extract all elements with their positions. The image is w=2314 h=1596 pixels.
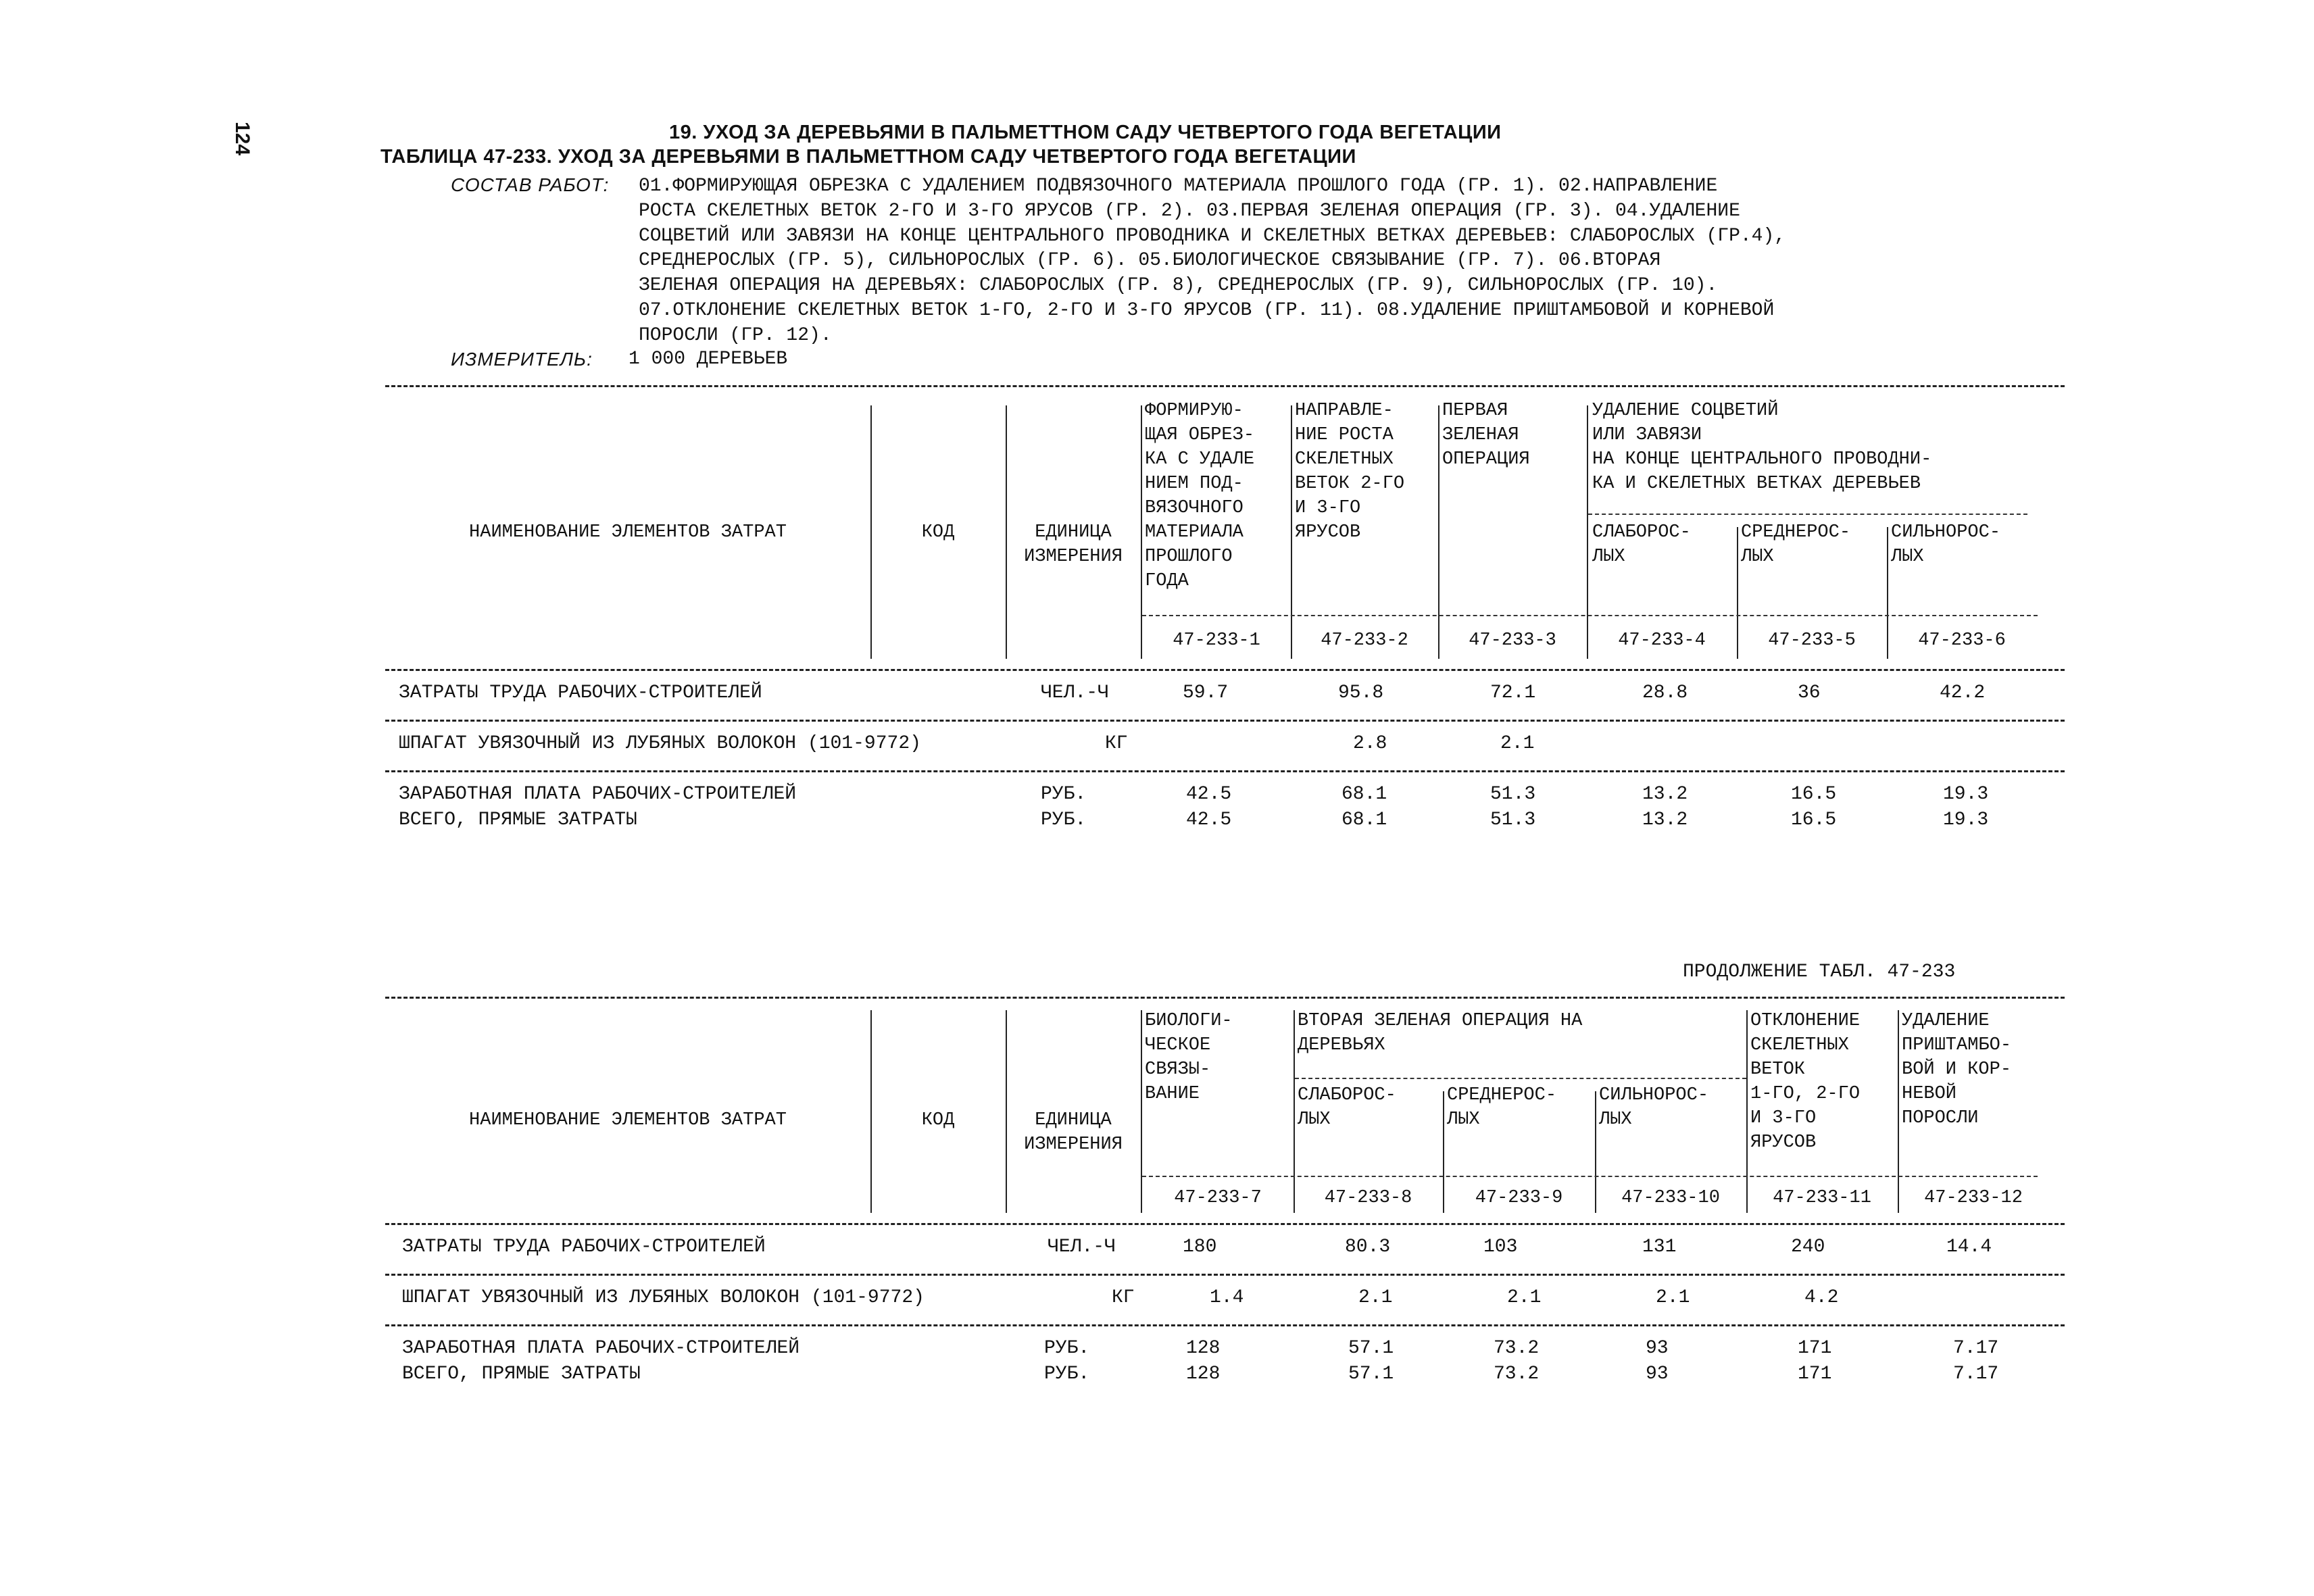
header-line: ЛЫХ <box>1599 1109 1632 1130</box>
header-line: ВОЙ И КОР- <box>1902 1059 2012 1080</box>
code-cell: 47-233-10 <box>1621 1188 1720 1208</box>
composition-line: 01.ФОРМИРУЮЩАЯ ОБРЕЗКА С УДАЛЕНИЕМ ПОДВЯЗОЧНОГО МАТЕРИАЛА ПРОШЛОГО ГОДА (ГР. 1). 02.НАПРАВЛЕНИЕ <box>639 176 1718 197</box>
header-sub-weak <box>1592 520 1691 569</box>
table-row <box>385 733 2065 760</box>
table-row <box>385 682 2065 709</box>
row-value: 16.5 <box>1791 784 1837 805</box>
header-line: ВАНИЕ <box>1145 1084 1200 1104</box>
header-line: ОТКЛОНЕНИЕ <box>1750 1011 1861 1031</box>
col-divider <box>1746 1010 1748 1213</box>
header-line: ВЕТОК 2-ГО <box>1295 474 1405 494</box>
header-line: НИЕМ ПОД- <box>1145 474 1244 494</box>
header-line: ЗЕЛЕНАЯ <box>1442 425 1519 445</box>
row-value: 1.4 <box>1210 1287 1244 1308</box>
row-unit: РУБ. <box>1044 1338 1090 1359</box>
row-value: 51.3 <box>1490 784 1536 805</box>
row-value: 131 <box>1642 1237 1677 1257</box>
header-line: СКЕЛЕТНЫХ <box>1295 449 1394 470</box>
code-cell: 47-233-9 <box>1475 1188 1563 1208</box>
header-unit-line: ЕДИНИЦА <box>1035 1110 1112 1130</box>
header-line: ВЯЗОЧНОГО <box>1145 498 1244 518</box>
row-value: 73.2 <box>1494 1364 1540 1385</box>
header-line: ЛЫХ <box>1592 547 1625 567</box>
header-col-1 <box>1145 399 1254 593</box>
header-sub-weak <box>1298 1083 1396 1132</box>
row-unit: ЧЕЛ.-Ч <box>1041 682 1109 703</box>
col-divider <box>1291 405 1292 659</box>
page-number: 124 <box>231 122 253 156</box>
col-divider <box>1438 405 1439 659</box>
col-divider <box>1141 405 1142 659</box>
header-line: ПРИШТАМБО- <box>1902 1035 2012 1055</box>
header-unit-line: ИЗМЕРЕНИЯ <box>1024 1134 1123 1155</box>
header-line: ИЛИ ЗАВЯЗИ <box>1592 425 1702 445</box>
header-group-second-green <box>1298 1009 1582 1057</box>
code-cell: 47-233-3 <box>1469 630 1556 651</box>
header-code: КОД <box>921 522 955 543</box>
composition-line: ПОРОСЛИ (ГР. 12). <box>639 324 832 346</box>
col-divider <box>1898 1010 1899 1213</box>
row-value: 19.3 <box>1943 809 1989 830</box>
rule <box>385 997 2065 999</box>
header-line: ЩАЯ ОБРЕЗ- <box>1145 425 1255 445</box>
row-value: 2.8 <box>1353 733 1387 754</box>
table-row <box>385 1237 2065 1264</box>
rule <box>385 385 2065 387</box>
header-line: УДАЛЕНИЕ <box>1902 1011 1990 1031</box>
header-line: И 3-ГО <box>1750 1108 1817 1128</box>
header-unit-line: ЕДИНИЦА <box>1035 522 1112 543</box>
header-col-7 <box>1145 1009 1233 1106</box>
row-value: 68.1 <box>1341 809 1387 830</box>
header-line: ЯРУСОВ <box>1750 1132 1817 1153</box>
rule <box>385 1274 2065 1276</box>
row-value: 80.3 <box>1345 1237 1391 1257</box>
row-unit: РУБ. <box>1044 1364 1090 1385</box>
row-name: ВСЕГО, ПРЯМЫЕ ЗАТРАТЫ <box>399 809 637 830</box>
header-group-removal <box>1592 399 1931 496</box>
row-unit: КГ <box>1105 733 1128 754</box>
row-value: 42.5 <box>1186 809 1232 830</box>
header-line: ВТОРАЯ ЗЕЛЕНАЯ ОПЕРАЦИЯ НА <box>1298 1011 1583 1031</box>
header-line: И 3-ГО <box>1295 498 1361 518</box>
row-unit: КГ <box>1112 1287 1135 1308</box>
code-cell: 47-233-1 <box>1173 630 1260 651</box>
row-value: 73.2 <box>1494 1338 1540 1359</box>
rule <box>385 1324 2065 1326</box>
col-divider <box>1294 1010 1295 1213</box>
row-value: 7.17 <box>1953 1364 1999 1385</box>
header-line: ГОДА <box>1145 571 1189 591</box>
header-line: ЛЫХ <box>1447 1109 1480 1130</box>
header-sub-strong <box>1599 1083 1708 1132</box>
section-title: 19. УХОД ЗА ДЕРЕВЬЯМИ В ПАЛЬМЕТТНОМ САДУ ЧЕТВЕРТОГО ГОДА ВЕГЕТАЦИИ <box>669 122 1502 143</box>
composition-line: ЗЕЛЕНАЯ ОПЕРАЦИЯ НА ДЕРЕВЬЯХ: СЛАБОРОСЛЫХ (ГР. 8), СРЕДНЕРОСЛЫХ (ГР. 9), СИЛЬНОРОСЛЫХ (ГР. 10). <box>639 275 1718 297</box>
row-value: 72.1 <box>1490 682 1536 703</box>
row-value: 51.3 <box>1490 809 1536 830</box>
composition-line: РОСТА СКЕЛЕТНЫХ ВЕТОК 2-ГО И 3-ГО ЯРУСОВ (ГР. 2). 03.ПЕРВАЯ ЗЕЛЕНАЯ ОПЕРАЦИЯ (ГР. 3). 04.УДАЛЕНИЕ <box>639 200 1740 222</box>
table-row <box>385 784 2065 811</box>
row-value: 2.1 <box>1500 733 1535 754</box>
table-row <box>385 1287 2065 1314</box>
row-value: 171 <box>1798 1338 1832 1359</box>
header-line: ОПЕРАЦИЯ <box>1442 449 1530 470</box>
header-line: ФОРМИРУЮ- <box>1145 401 1244 421</box>
header-sub-medium <box>1741 520 1850 569</box>
row-value: 93 <box>1646 1364 1669 1385</box>
header-line: СРЕДНЕРОС- <box>1741 522 1851 543</box>
row-value: 2.1 <box>1656 1287 1690 1308</box>
header-line: НА КОНЦЕ ЦЕНТРАЛЬНОГО ПРОВОДНИ- <box>1592 449 1932 470</box>
header-line: 1-ГО, 2-ГО <box>1750 1084 1861 1104</box>
header-line: НЕВОЙ <box>1902 1084 1957 1104</box>
row-value: 19.3 <box>1943 784 1989 805</box>
row-value: 57.1 <box>1348 1338 1394 1359</box>
header-line: БИОЛОГИ- <box>1145 1011 1233 1031</box>
table-title: ТАБЛИЦА 47-233. УХОД ЗА ДЕРЕВЬЯМИ В ПАЛЬМЕТТНОМ САДУ ЧЕТВЕРТОГО ГОДА ВЕГЕТАЦИИ <box>380 146 1356 168</box>
header-line: ЛЫХ <box>1741 547 1774 567</box>
header-line: КА С УДАЛЕ <box>1145 449 1255 470</box>
header-unit <box>1006 1108 1141 1157</box>
table-row <box>385 1364 2065 1391</box>
header-line: СЛАБОРОС- <box>1592 522 1691 543</box>
header-sub-medium <box>1447 1083 1556 1132</box>
rule <box>385 720 2065 722</box>
measure-label: ИЗМЕРИТЕЛЬ: <box>451 349 593 370</box>
row-name: ШПАГАТ УВЯЗОЧНЫЙ ИЗ ЛУБЯНЫХ ВОЛОКОН (101-9772) <box>402 1287 925 1308</box>
row-name: ВСЕГО, ПРЯМЫЕ ЗАТРАТЫ <box>402 1364 641 1385</box>
row-value: 16.5 <box>1791 809 1837 830</box>
col-divider <box>1141 1010 1142 1213</box>
header-code: КОД <box>921 1110 955 1130</box>
row-value: 171 <box>1798 1364 1832 1385</box>
row-value: 28.8 <box>1642 682 1688 703</box>
continuation-note: ПРОДОЛЖЕНИЕ ТАБЛ. 47-233 <box>1683 962 1956 982</box>
header-line: ПРОШЛОГО <box>1145 547 1233 567</box>
header-line: ВЕТОК <box>1750 1059 1806 1080</box>
rule <box>385 770 2065 772</box>
code-cell: 47-233-11 <box>1773 1188 1871 1208</box>
row-name: ШПАГАТ УВЯЗОЧНЫЙ ИЗ ЛУБЯНЫХ ВОЛОКОН (101-9772) <box>399 733 921 754</box>
header-line: СКЕЛЕТНЫХ <box>1750 1035 1849 1055</box>
code-cell: 47-233-7 <box>1174 1188 1262 1208</box>
group-rule <box>1588 514 2027 515</box>
header-line: МАТЕРИАЛА <box>1145 522 1244 543</box>
row-value: 4.2 <box>1804 1287 1839 1308</box>
row-value: 128 <box>1186 1338 1221 1359</box>
row-value: 128 <box>1186 1364 1221 1385</box>
header-line: КА И СКЕЛЕТНЫХ ВЕТКАХ ДЕРЕВЬЕВ <box>1592 474 1921 494</box>
code-cell: 47-233-6 <box>1918 630 2006 651</box>
row-value: 240 <box>1791 1237 1825 1257</box>
header-line: УДАЛЕНИЕ СОЦВЕТИЙ <box>1592 401 1779 421</box>
header-line: ПОРОСЛИ <box>1902 1108 1979 1128</box>
row-value: 59.7 <box>1183 682 1229 703</box>
header-line: СВЯЗЫ- <box>1145 1059 1211 1080</box>
row-value: 42.5 <box>1186 784 1232 805</box>
code-cell: 47-233-8 <box>1324 1188 1412 1208</box>
row-value: 2.1 <box>1507 1287 1542 1308</box>
header-unit-line: ИЗМЕРЕНИЯ <box>1024 547 1123 567</box>
header-col-12 <box>1902 1009 2011 1130</box>
header-name: НАИМЕНОВАНИЕ ЭЛЕМЕНТОВ ЗАТРАТ <box>469 522 787 543</box>
header-col-3 <box>1442 399 1530 472</box>
row-unit: РУБ. <box>1041 809 1087 830</box>
row-value: 180 <box>1183 1237 1217 1257</box>
table-row <box>385 1338 2065 1365</box>
row-name: ЗАРАБОТНАЯ ПЛАТА РАБОЧИХ-СТРОИТЕЛЕЙ <box>399 784 797 805</box>
row-value: 13.2 <box>1642 784 1688 805</box>
header-name: НАИМЕНОВАНИЕ ЭЛЕМЕНТОВ ЗАТРАТ <box>469 1110 787 1130</box>
header-line: ПЕРВАЯ <box>1442 401 1508 421</box>
header-line: СИЛЬНОРОС- <box>1599 1085 1709 1105</box>
row-unit: РУБ. <box>1041 784 1087 805</box>
row-value: 103 <box>1483 1237 1518 1257</box>
row-value: 14.4 <box>1946 1237 1992 1257</box>
row-name: ЗАТРАТЫ ТРУДА РАБОЧИХ-СТРОИТЕЛЕЙ <box>399 682 762 703</box>
header-line: СИЛЬНОРОС- <box>1891 522 2001 543</box>
row-value: 7.17 <box>1953 1338 1999 1359</box>
header-line: ЧЕСКОЕ <box>1145 1035 1211 1055</box>
group-rule <box>1295 1078 1746 1079</box>
header-unit <box>1006 520 1141 569</box>
header-col-2 <box>1295 399 1404 545</box>
measure-value: 1 000 ДЕРЕВЬЕВ <box>629 349 788 370</box>
code-cell: 47-233-12 <box>1924 1188 2023 1208</box>
header-line: ЛЫХ <box>1891 547 1924 567</box>
code-rule <box>1142 1176 2038 1177</box>
row-value: 2.1 <box>1358 1287 1393 1308</box>
row-value: 68.1 <box>1341 784 1387 805</box>
header-line: СРЕДНЕРОС- <box>1447 1085 1557 1105</box>
header-line: СЛАБОРОС- <box>1298 1085 1396 1105</box>
code-rule <box>1142 615 2038 616</box>
composition-label: СОСТАВ РАБОТ: <box>451 174 610 195</box>
header-line: НИЕ РОСТА <box>1295 425 1394 445</box>
composition-text <box>639 174 2024 349</box>
composition-line: СРЕДНЕРОСЛЫХ (ГР. 5), СИЛЬНОРОСЛЫХ (ГР. 6). 05.БИОЛОГИЧЕСКОЕ СВЯЗЫВАНИЕ (ГР. 7). 06.ВТОРАЯ <box>639 250 1661 272</box>
row-value: 42.2 <box>1940 682 1986 703</box>
row-value: 57.1 <box>1348 1364 1394 1385</box>
rule <box>385 669 2065 671</box>
row-unit: ЧЕЛ.-Ч <box>1048 1237 1116 1257</box>
row-value: 13.2 <box>1642 809 1688 830</box>
composition-line: СОЦВЕТИЙ ИЛИ ЗАВЯЗИ НА КОНЦЕ ЦЕНТРАЛЬНОГО ПРОВОДНИКА И СКЕЛЕТНЫХ ВЕТКАХ ДЕРЕВЬЕВ: СЛАБОРОСЛЫХ (ГР.4), <box>639 225 1786 247</box>
header-line: ДЕРЕВЬЯХ <box>1298 1035 1385 1055</box>
row-name: ЗАРАБОТНАЯ ПЛАТА РАБОЧИХ-СТРОИТЕЛЕЙ <box>402 1338 800 1359</box>
code-cell: 47-233-4 <box>1618 630 1706 651</box>
row-name: ЗАТРАТЫ ТРУДА РАБОЧИХ-СТРОИТЕЛЕЙ <box>402 1237 766 1257</box>
code-cell: 47-233-5 <box>1768 630 1856 651</box>
header-line: ЛЫХ <box>1298 1109 1331 1130</box>
row-value: 95.8 <box>1338 682 1384 703</box>
header-line: ЯРУСОВ <box>1295 522 1361 543</box>
row-value: 93 <box>1646 1338 1669 1359</box>
rule <box>385 1223 2065 1225</box>
composition-line: 07.ОТКЛОНЕНИЕ СКЕЛЕТНЫХ ВЕТОК 1-ГО, 2-ГО И 3-ГО ЯРУСОВ (ГР. 11). 08.УДАЛЕНИЕ ПРИШТАМБОВОЙ И КОРНЕВОЙ <box>639 299 1775 321</box>
header-sub-strong <box>1891 520 2000 569</box>
col-divider <box>1587 405 1588 659</box>
table-row <box>385 809 2065 837</box>
code-cell: 47-233-2 <box>1321 630 1408 651</box>
header-col-11 <box>1750 1009 1860 1155</box>
row-value: 36 <box>1798 682 1821 703</box>
header-line: НАПРАВЛЕ- <box>1295 401 1394 421</box>
